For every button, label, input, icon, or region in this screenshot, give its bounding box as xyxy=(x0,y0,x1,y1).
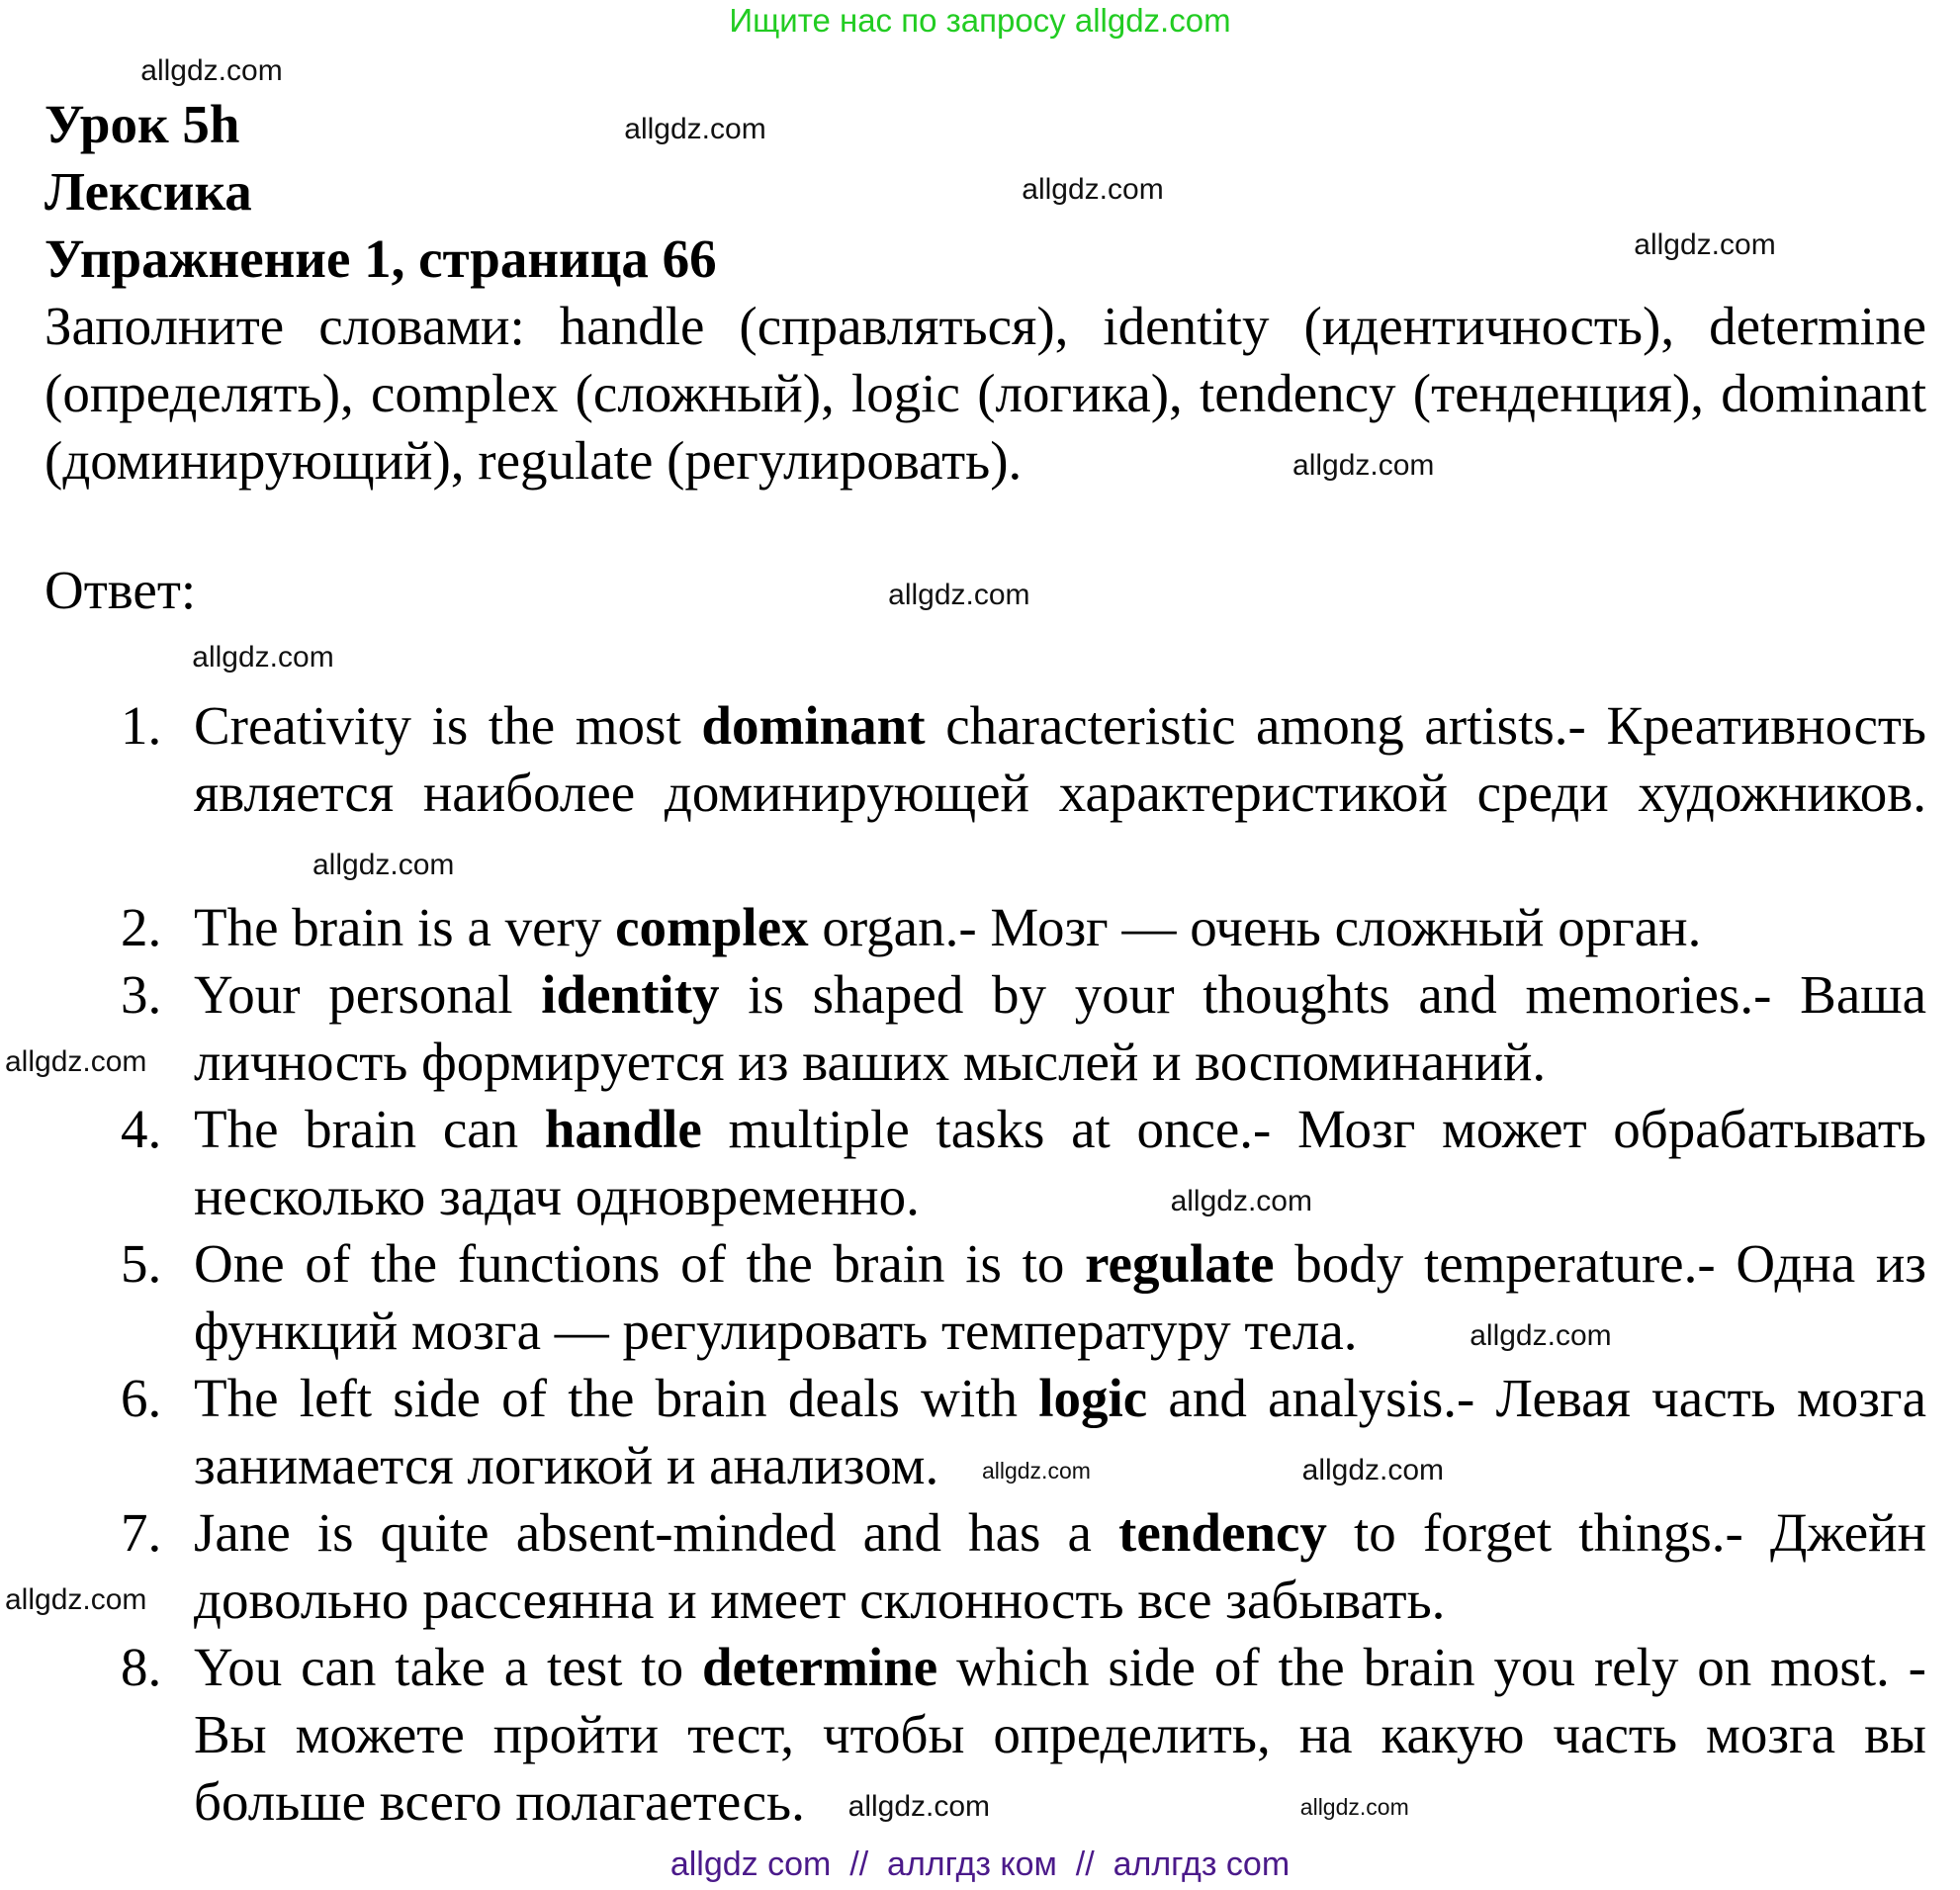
list-item xyxy=(5,961,1926,1096)
item-term: handle xyxy=(544,1099,702,1159)
item-number: 1. xyxy=(121,695,162,756)
watermark: allgdz.com xyxy=(1301,1454,1445,1487)
item-number: 8. xyxy=(121,1637,162,1697)
item-text: organ.- Мозг — очень сложный орган. xyxy=(808,897,1702,957)
document-content xyxy=(5,91,1927,1836)
item-text: You can take a test to xyxy=(194,1637,702,1697)
watermark: allgdz.com xyxy=(5,1583,147,1616)
item-number: 4. xyxy=(121,1099,162,1159)
item-text: Your personal xyxy=(194,964,542,1025)
item-number: 3. xyxy=(121,964,162,1025)
item-text: body temperature.- Одна из функций мозга — регулировать температуру тела. xyxy=(194,1233,1927,1361)
list-item xyxy=(5,1499,1926,1634)
item-text: multiple tasks at once.- Мозг может обрабатывать несколько задач одновременно. xyxy=(194,1099,1926,1226)
list-item xyxy=(45,1230,1926,1365)
item-text: The brain is a very xyxy=(194,897,616,957)
item-term: logic xyxy=(1038,1368,1148,1428)
watermark: allgdz.com xyxy=(1292,449,1435,483)
item-text: The brain can xyxy=(194,1099,545,1159)
list-item xyxy=(45,894,1926,961)
item-term: regulate xyxy=(1085,1233,1275,1294)
watermark: allgdz.com xyxy=(1470,1319,1612,1353)
watermark: allgdz.com xyxy=(1022,173,1164,206)
item-number: 6. xyxy=(121,1368,162,1428)
list-item xyxy=(45,1634,1926,1836)
item-number: 2. xyxy=(121,897,162,957)
lesson-title: Урок 5h xyxy=(45,94,240,154)
watermark: allgdz.com xyxy=(312,849,455,882)
instructions xyxy=(45,293,1926,495)
footer-watermark: allgdz com // аллгдз ком // аллгдз com xyxy=(669,1845,1291,1883)
item-text: One of the functions of the brain is to xyxy=(194,1233,1086,1294)
watermark: allgdz.com xyxy=(1299,1794,1409,1821)
answer-section xyxy=(45,557,1926,624)
answer-list xyxy=(5,692,1927,1836)
item-text: characteristic among artists.- Креативность является наиболее доминирующей характеристикой среди художников. xyxy=(194,695,1926,823)
watermark: allgdz.com xyxy=(981,1458,1091,1485)
watermark: allgdz.com xyxy=(192,641,334,674)
item-text: and analysis.- Левая часть мозга занимается логикой и анализом. xyxy=(194,1368,1926,1495)
watermark: allgdz.com xyxy=(624,113,766,145)
list-item xyxy=(45,1365,1926,1499)
item-text: Jane is quite absent-minded and has a xyxy=(194,1502,1119,1563)
item-text: The left side of the brain deals with xyxy=(194,1368,1039,1428)
exercise-title: Упражнение 1, страница 66 xyxy=(45,228,717,289)
answer-label: Ответ: xyxy=(45,560,197,620)
item-number: 7. xyxy=(121,1502,162,1563)
item-term: determine xyxy=(701,1637,938,1697)
item-number: 5. xyxy=(121,1233,162,1294)
watermark: allgdz.com xyxy=(1170,1185,1312,1218)
watermark: allgdz.com xyxy=(140,54,283,87)
item-text: Creativity is the most xyxy=(194,695,702,756)
search-banner: Ищите нас по запросу allgdz.com xyxy=(729,2,1231,39)
item-text: which side of the brain you rely on most. - Вы можете пройти тест, чтобы определить, на какую часть мозга вы больше всего полагаетесь. xyxy=(194,1637,1926,1832)
item-text: is shaped by your thoughts and memories.- Ваша личность формируется из ваших мыслей и воспоминаний. xyxy=(194,964,1926,1092)
item-term: complex xyxy=(615,897,809,957)
watermark: allgdz.com xyxy=(888,579,1030,612)
list-item xyxy=(45,692,1926,894)
watermark: allgdz.com xyxy=(5,1045,147,1078)
item-term: tendency xyxy=(1118,1502,1327,1563)
list-item xyxy=(45,1096,1926,1230)
item-text: to forget things.- Джейн довольно рассеянна и имеет склонность все забывать. xyxy=(194,1502,1926,1630)
item-term: dominant xyxy=(701,695,926,756)
section-title: Лексика xyxy=(45,161,252,222)
watermark: allgdz.com xyxy=(847,1790,991,1824)
item-term: identity xyxy=(541,964,720,1025)
watermark: allgdz.com xyxy=(1634,228,1776,261)
instructions-text: Заполните словами: handle (справляться), identity (идентичность), determine (определять), complex (сложный), logic (логика), tendency (тенденция), dominant (доминирующий), regulate (регулировать). xyxy=(45,296,1926,491)
